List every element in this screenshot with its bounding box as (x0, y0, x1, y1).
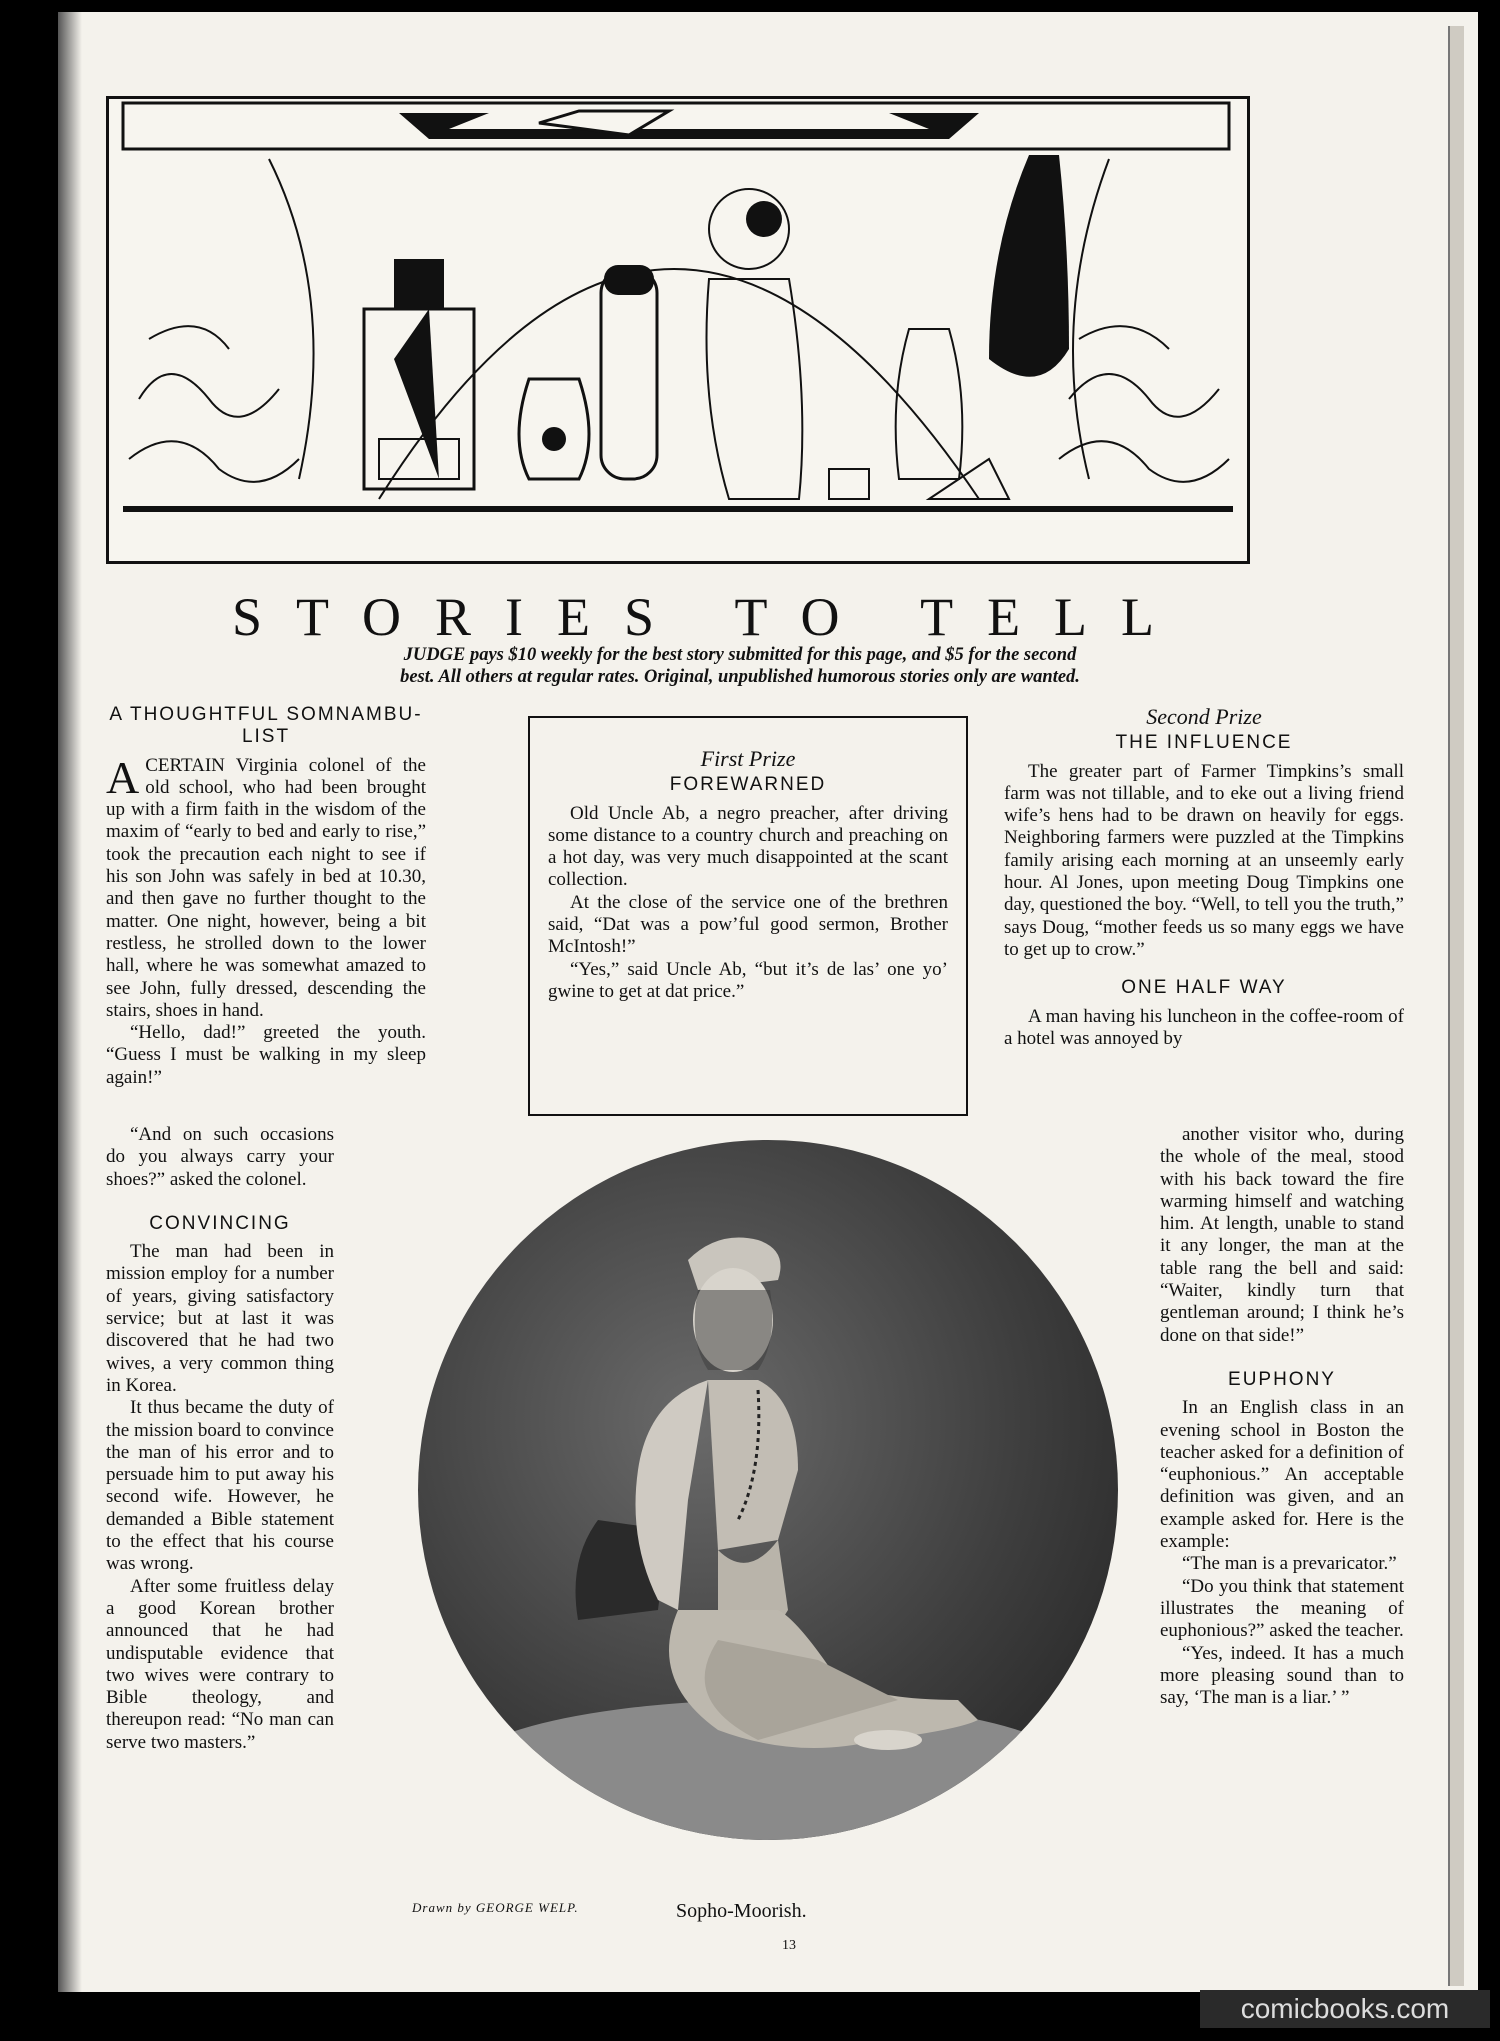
drop-cap: A (106, 751, 140, 803)
story-title-somnambulist (106, 704, 426, 749)
story-paragraph: The greater part of Farmer Timpkins’s small farm was not tillable, and to eke out a living friend wife’s hens had to be drawn on heavily for eggs. Neighboring farmers were puzzled at the Timpkins family arising each morning at an unseemly early hour. Al Jones, upon meeting Doug Timpkins one day, questioned the boy. “Well, to tell you the truth,” says Doug, “mother feeds us so many eggs we have to get up to crow.” (1004, 760, 1404, 960)
subtitle-line-1: JUDGE pays $10 weekly for the best story submitted for this page, and $5 for the second (403, 645, 1077, 665)
story-text: CERTAIN Virginia colonel of the old school, who had been brought up with a firm faith in the wisdom of the maxim of “early to bed and early to rise,” took the precaution each night to see if his son John was safely in bed at 10.30, and then gave no further thought to the matter. One night, however, being a bit restless, he strolled down to the lower hall, where he was somewhat amazed to see John, fully dressed, descending the stairs, shoes in hand. (106, 754, 426, 1021)
page-title: STORIES TO TELL (231, 587, 1189, 647)
story-paragraph: At the close of the service one of the brethren said, “Dat was a pow’ful good sermon, Brother McIntosh!” (548, 891, 948, 958)
story-paragraph: “Yes, indeed. It has a much more pleasing sound than to say, ‘The man is a liar.’ ” (1160, 1642, 1404, 1709)
story-paragraph: It thus became the duty of the mission board to convince the man of his error and to persuade him to put away his second wife. However, he demanded a Bible statement to the effect that his course was wrong. (106, 1397, 334, 1575)
first-prize-label: First Prize (700, 746, 796, 771)
portrait-drawing (418, 1140, 1118, 1840)
story-title-forewarned: FOREWARNED (669, 774, 827, 796)
story-title-one-half-way: ONE HALF WAY (1121, 977, 1287, 999)
story-title-line-2: LIST (241, 726, 291, 748)
story-paragraph: After some fruitless delay a good Korean brother announced that he had undisputable evidence that two wives were contrary to Bible theology, and thereupon read: “No man can serve two masters.” (106, 1575, 334, 1753)
story-paragraph: The man had been in mission employ for a number of years, giving satisfactory service; but at last it was discovered that he had two wives, a very common thing in Korea. (106, 1241, 334, 1396)
header-drawing (109, 99, 1247, 561)
story-title-influence: THE INFLUENCE (1115, 732, 1293, 754)
left-column (106, 704, 426, 1089)
left-narrow-column (106, 1124, 334, 1754)
story-paragraph: another visitor who, during the whole of the meal, stood with his back toward the fire warming himself and watching him. At length, unable to stand it any longer, the man at the table rang the bell and said: “Waiter, kindly turn that gentleman around; I think he’s done on that side!” (1160, 1124, 1404, 1346)
story-paragraph: Old Uncle Ab, a negro preacher, after driving some distance to a country church and preaching on a hot day, was very much disappointed at the scant collection. (548, 802, 948, 891)
illustration-credit: Drawn by GEORGE WELP. (412, 1900, 579, 1915)
story-paragraph (106, 751, 426, 1023)
page-edge (1448, 26, 1464, 1986)
story-paragraph: “The man is a prevaricator.” (1182, 1553, 1397, 1575)
first-prize-box (528, 716, 968, 1116)
site-watermark: comicbooks.com (1200, 1990, 1490, 2028)
header-illustration (106, 96, 1250, 564)
story-title-euphony: EUPHONY (1228, 1368, 1336, 1390)
illustration-caption: Sopho-Moorish. (676, 1900, 807, 1922)
story-paragraph: “And on such occasions do you always carry your shoes?” asked the colonel. (106, 1124, 334, 1190)
story-title-convincing: CONVINCING (149, 1212, 291, 1234)
spine-shadow (58, 12, 82, 1992)
story-title-line-1: A THOUGHTFUL SOMNAMBU- (109, 704, 423, 725)
page-number: 13 (782, 1938, 796, 1953)
second-prize-label: Second Prize (1146, 704, 1262, 729)
story-paragraph: A man having his luncheon in the coffee-room of a hotel was annoyed by (1004, 1005, 1404, 1049)
portrait-illustration (418, 1140, 1118, 1840)
page-subtitle (200, 644, 1280, 688)
right-narrow-column (1160, 1124, 1404, 1709)
story-paragraph: “Do you think that statement illustrates the meaning of euphonious?” asked the teacher. (1160, 1575, 1404, 1642)
right-column (1004, 706, 1404, 1050)
story-paragraph: “Yes,” said Uncle Ab, “but it’s de las’ one yo’ gwine to get at dat price.” (548, 958, 948, 1002)
story-paragraph: “Hello, dad!” greeted the youth. “Guess I must be walking in my sleep again!” (106, 1022, 426, 1088)
subtitle-line-2: best. All others at regular rates. Original, unpublished humorous stories only are wanted. (400, 667, 1080, 687)
story-paragraph: In an English class in an evening school in Boston the teacher asked for a definition of “euphonious.” An acceptable definition was given, and an example asked for. Here is the example: (1160, 1397, 1404, 1553)
